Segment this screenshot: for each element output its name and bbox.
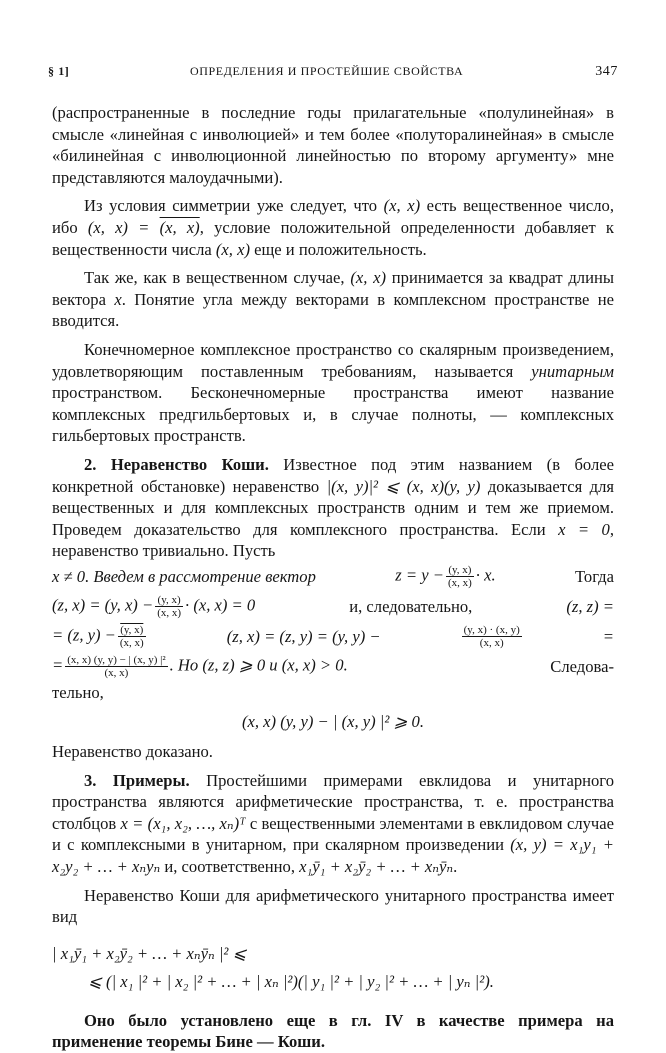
section-heading: 3. Примеры. [84, 770, 190, 790]
math-continuation: тельно, [52, 682, 104, 702]
page-number: 347 [595, 64, 618, 79]
cauchy-inequality: (x, x) (y, y) − | (x, y) |² ⩾ 0. [241, 712, 424, 732]
math-line-eq1: (z, x) = (y, x) − $\frac{(y, x)}{(x, x)}$ · (x, x) = 0 и, следовательно, (z, z) = [52, 594, 614, 620]
paragraph-continuation: (распространенные в последние годы прилагательные «полулинейная» в смысле «линейная с инволюцией» и тем более «полуторалинейная» в смысле «билинейная с инволюционной линейностью по второму аргументу» мне представляются малоудачными). [52, 103, 614, 187]
section-heading: 2. Неравенство Коши. [84, 454, 269, 474]
section-examples: 3. Примеры. Простейшими примерами евклидова и унитарного пространства являются арифметические пространства, т. е. пространства столбцов x = (x₁, x₂, …, xₙ)ᵀ с вещественными элементами в евклидовом случае и с комплексными в унитарном, при скалярном произведении (x, y) = x₁y₁ + x₂y₂ + … + xₙyₙ и, соответственно, x₁ȳ₁ + x₂ȳ₂ + … + xₙȳₙ. [52, 770, 614, 877]
section-marker: § 1] [48, 64, 70, 78]
math-line-eq3: = $\frac{\text{(x, x) (y, y) − | (x, y) |²}}{(x, x)}$ . Но (z, z) ⩾ 0 и (x, x) > 0. Следова- [52, 654, 614, 680]
paragraph-length: Так же, как в вещественном случае, (x, x) принимается за квадрат длины вектора x. Понятие угла между векторами в комплексном пространстве не вводится. [52, 268, 614, 331]
section-cauchy: 2. Неравенство Коши. Известное под этим названием (в более конкретной обстановке) неравенство |(x, y)|² ⩽ (x, x)(y, y) доказывается для вещественных и для комплексных пространств одним и тем же приемом. Проведем доказательство для комплексного пространства. Если x = 0, неравенство тривиально. Пусть [52, 454, 614, 561]
running-header [48, 64, 618, 84]
running-title: ОПРЕДЕЛЕНИЯ И ПРОСТЕЙШИЕ СВОЙСТВА [190, 64, 464, 78]
paragraph-symmetry: Из условия симметрии уже следует, что (x, x) есть вещественное число, ибо (x, x) = (x, x), условие положительной определенности добавляет к вещественности числа (x, x) еще и положительность. [52, 196, 614, 259]
paragraph-unitary: Конечномерное комплексное пространство со скалярным произведением, удовлетворяющим поставленным требованиям, называется унитарным пространством. Бесконечномерные пространства имеют название комплексных предгильбертовых и, в случае полноты, — комплексных гильбертовых пространств. [52, 339, 614, 446]
display-inequality: | x₁ȳ₁ + x₂ȳ₂ + … + xₙȳₙ |² ⩽ ⩽ (| x₁ |² + | x₂ |² + … + | xₙ |²)(| y₁ |² + | y₂ |² + … + | yₙ |²). [52, 943, 494, 991]
math-line-eq2: = (z, y) − $\frac{(y, x)}{(x, x)}$ (z, x) = (z, y) = (y, y) − $\frac{(y, x) \cdot (x, y)}{(x, x)}$ = [52, 624, 614, 650]
paragraph-cauchy-arith: Неравенство Коши для арифметического унитарного пространства имеет вид [52, 885, 614, 927]
paragraph-final: Оно было установлено еще в гл. IV в качестве примера на применение теоремы Бине — Коши. [52, 1010, 614, 1052]
math-line-vector: x ≠ 0. Введем в рассмотрение вектор z = y − $\frac{(y, x)}{(x, x)}$ · x. Тогда [52, 564, 614, 590]
page-body [52, 102, 614, 1053]
proof-end: Неравенство доказано. [52, 742, 213, 762]
